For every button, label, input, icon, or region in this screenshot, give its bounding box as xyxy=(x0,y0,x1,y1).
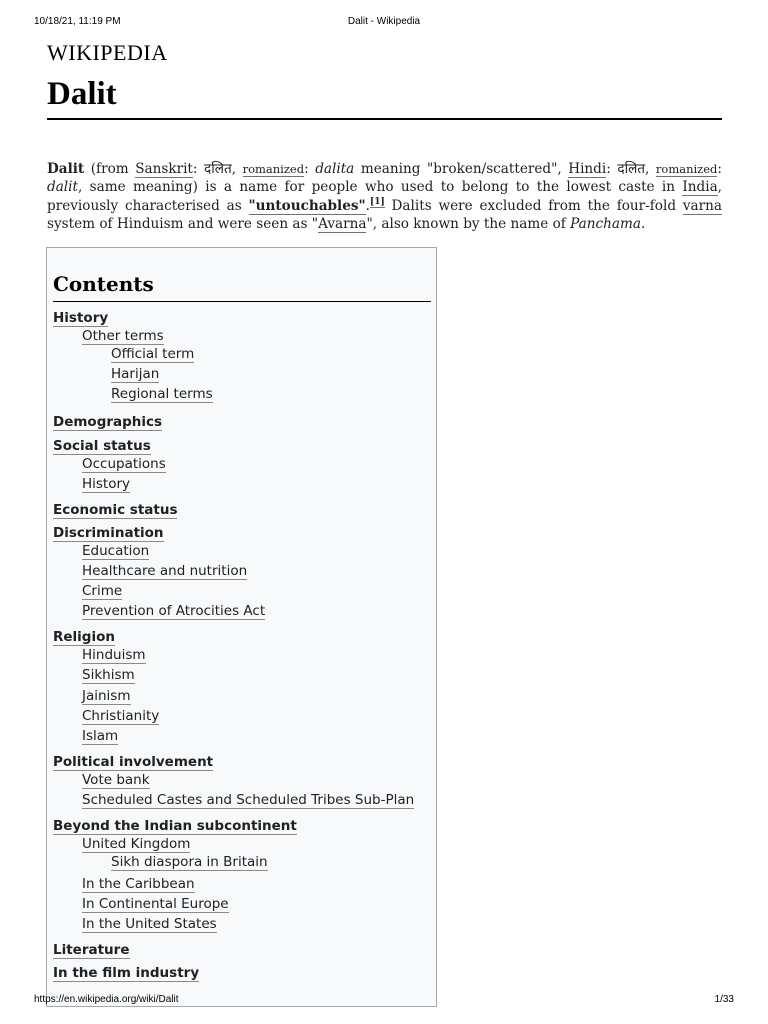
print-datetime: 10/18/21, 11:19 PM xyxy=(34,16,121,27)
toc-divider xyxy=(53,301,431,302)
wikipedia-wordmark[interactable]: WIKIPEDIA xyxy=(47,40,168,65)
table-of-contents xyxy=(46,247,437,1007)
link-untouchables[interactable]: "untouchables" xyxy=(248,197,366,214)
toc-item-atrocities-act[interactable]: Prevention of Atrocities Act xyxy=(82,603,266,619)
toc-item-beyond-subcontinent[interactable]: Beyond the Indian subcontinent xyxy=(53,818,297,834)
toc-item-harijan[interactable]: Harijan xyxy=(111,366,160,382)
toc-item-islam[interactable]: Islam xyxy=(82,728,119,744)
link-avarna[interactable]: Avarna xyxy=(318,215,367,232)
toc-item-discrimination[interactable]: Discrimination xyxy=(53,525,164,541)
toc-item-regional-terms[interactable]: Regional terms xyxy=(111,386,213,402)
toc-item-education[interactable]: Education xyxy=(82,543,150,559)
citation-1[interactable]: [1] xyxy=(369,197,385,208)
link-romanized[interactable]: romanized xyxy=(655,162,718,176)
page-title: Dalit xyxy=(47,76,117,112)
toc-item-vote-bank[interactable]: Vote bank xyxy=(82,772,150,788)
toc-item-healthcare[interactable]: Healthcare and nutrition xyxy=(82,563,248,579)
toc-item-other-terms[interactable]: Other terms xyxy=(82,328,164,344)
toc-item-hinduism[interactable]: Hinduism xyxy=(82,647,146,663)
link-hindi[interactable]: Hindi xyxy=(568,161,607,177)
toc-item-sikhism[interactable]: Sikhism xyxy=(82,667,135,683)
toc-item-united-states[interactable]: In the United States xyxy=(82,916,217,932)
toc-item-christianity[interactable]: Christianity xyxy=(82,708,160,724)
toc-item-demographics[interactable]: Demographics xyxy=(53,414,163,430)
link-romanized[interactable]: romanized xyxy=(242,162,305,176)
toc-item-official-term[interactable]: Official term xyxy=(111,346,195,362)
toc-item-sikh-diaspora[interactable]: Sikh diaspora in Britain xyxy=(111,854,268,870)
toc-item-occupations[interactable]: Occupations xyxy=(82,456,166,472)
toc-item-caribbean[interactable]: In the Caribbean xyxy=(82,876,195,892)
toc-item-jainism[interactable]: Jainism xyxy=(82,688,131,704)
lead-term: Dalit xyxy=(47,161,85,177)
toc-item-sub-plan[interactable]: Scheduled Castes and Scheduled Tribes Sub-Plan xyxy=(82,792,415,808)
link-india[interactable]: India xyxy=(682,179,718,196)
toc-item-united-kingdom[interactable]: United Kingdom xyxy=(82,836,191,852)
toc-item-crime[interactable]: Crime xyxy=(82,583,123,599)
toc-item-continental-europe[interactable]: In Continental Europe xyxy=(82,896,229,912)
toc-item-film-industry[interactable]: In the film industry xyxy=(53,965,200,981)
lead-paragraph: Dalit (from Sanskrit: दलित, romanized: dalita meaning "broken/scattered", Hindi: दलित, romanized: dalit, same meaning) is a name for people who used to belong to the lowest caste in India, previously characterised as "untouchables".[1] Dalits were excluded from the four-fold varna system of Hinduism and were seen as "Avarna", also known by the name of Panchama. xyxy=(47,161,722,232)
toc-item-social-status[interactable]: Social status xyxy=(53,438,151,454)
title-divider xyxy=(47,118,722,120)
link-varna[interactable]: varna xyxy=(682,197,722,214)
print-url: https://en.wikipedia.org/wiki/Dalit xyxy=(34,994,179,1005)
toc-title: Contents xyxy=(53,272,154,296)
print-page-title: Dalit - Wikipedia xyxy=(347,16,421,27)
print-page-number: 1/33 xyxy=(714,994,734,1005)
toc-item-history[interactable]: History xyxy=(53,310,109,326)
link-sanskrit[interactable]: Sanskrit xyxy=(135,161,193,177)
toc-item-social-history[interactable]: History xyxy=(82,476,131,492)
toc-item-economic-status[interactable]: Economic status xyxy=(53,502,178,518)
toc-item-literature[interactable]: Literature xyxy=(53,942,130,958)
toc-item-religion[interactable]: Religion xyxy=(53,629,115,645)
toc-item-political-involvement[interactable]: Political involvement xyxy=(53,754,214,770)
